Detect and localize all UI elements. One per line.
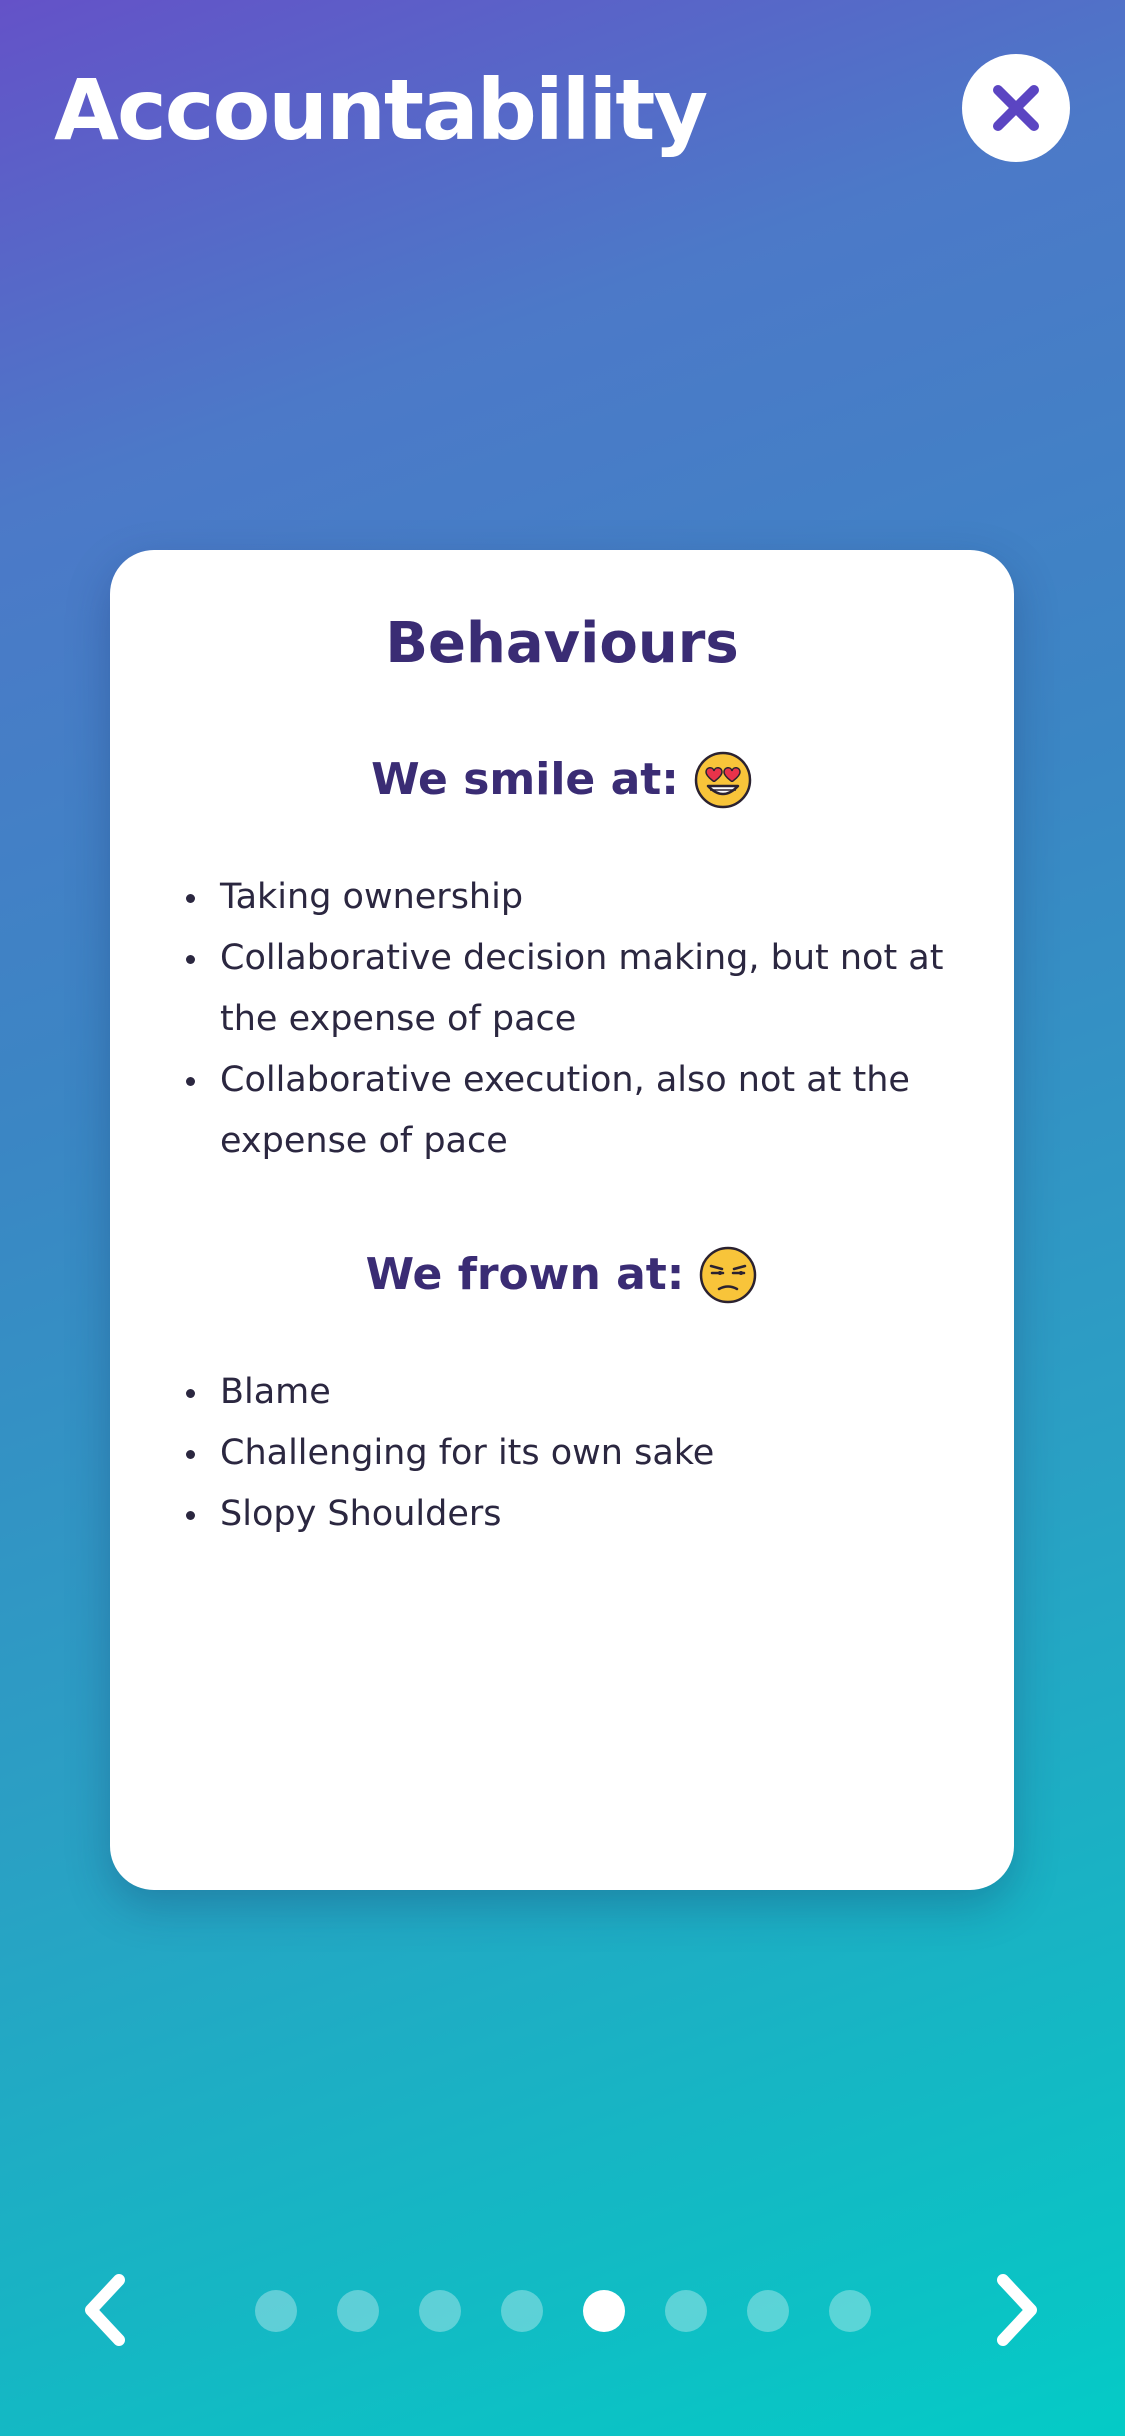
pagination-dot-active[interactable] (583, 2290, 625, 2332)
card-title: Behaviours (385, 611, 739, 676)
behaviours-card (110, 550, 1014, 1890)
heart-eyes-emoji-icon (693, 750, 753, 810)
pagination-dot[interactable] (665, 2290, 707, 2332)
smile-list (220, 867, 980, 1172)
unamused-face-emoji-icon (698, 1245, 758, 1305)
list-item: Collaborative decision making, but not at the expense of pace (220, 928, 980, 1050)
pagination-dot[interactable] (829, 2290, 871, 2332)
close-button[interactable] (962, 54, 1070, 162)
page-title: Accountability (54, 61, 707, 159)
pagination-dot[interactable] (747, 2290, 789, 2332)
smile-heading-text: We smile at: (371, 753, 679, 805)
smile-section-heading (110, 750, 1014, 810)
list-item: Blame (220, 1362, 980, 1423)
pagination-dot[interactable] (501, 2290, 543, 2332)
frown-heading-text: We frown at: (365, 1248, 685, 1300)
chevron-right-icon (987, 2270, 1047, 2350)
list-item: Taking ownership (220, 867, 980, 928)
frown-section-heading (110, 1245, 1014, 1305)
pagination-dots (255, 2290, 871, 2332)
list-item: Collaborative execution, also not at the expense of pace (220, 1050, 980, 1172)
previous-button[interactable] (60, 2260, 150, 2360)
pagination-dot[interactable] (419, 2290, 461, 2332)
list-item: Slopy Shoulders (220, 1484, 980, 1545)
frown-list (220, 1362, 980, 1545)
chevron-left-icon (75, 2270, 135, 2350)
list-item: Challenging for its own sake (220, 1423, 980, 1484)
next-button[interactable] (972, 2260, 1062, 2360)
close-icon (990, 82, 1042, 134)
pagination-dot[interactable] (337, 2290, 379, 2332)
pagination-dot[interactable] (255, 2290, 297, 2332)
